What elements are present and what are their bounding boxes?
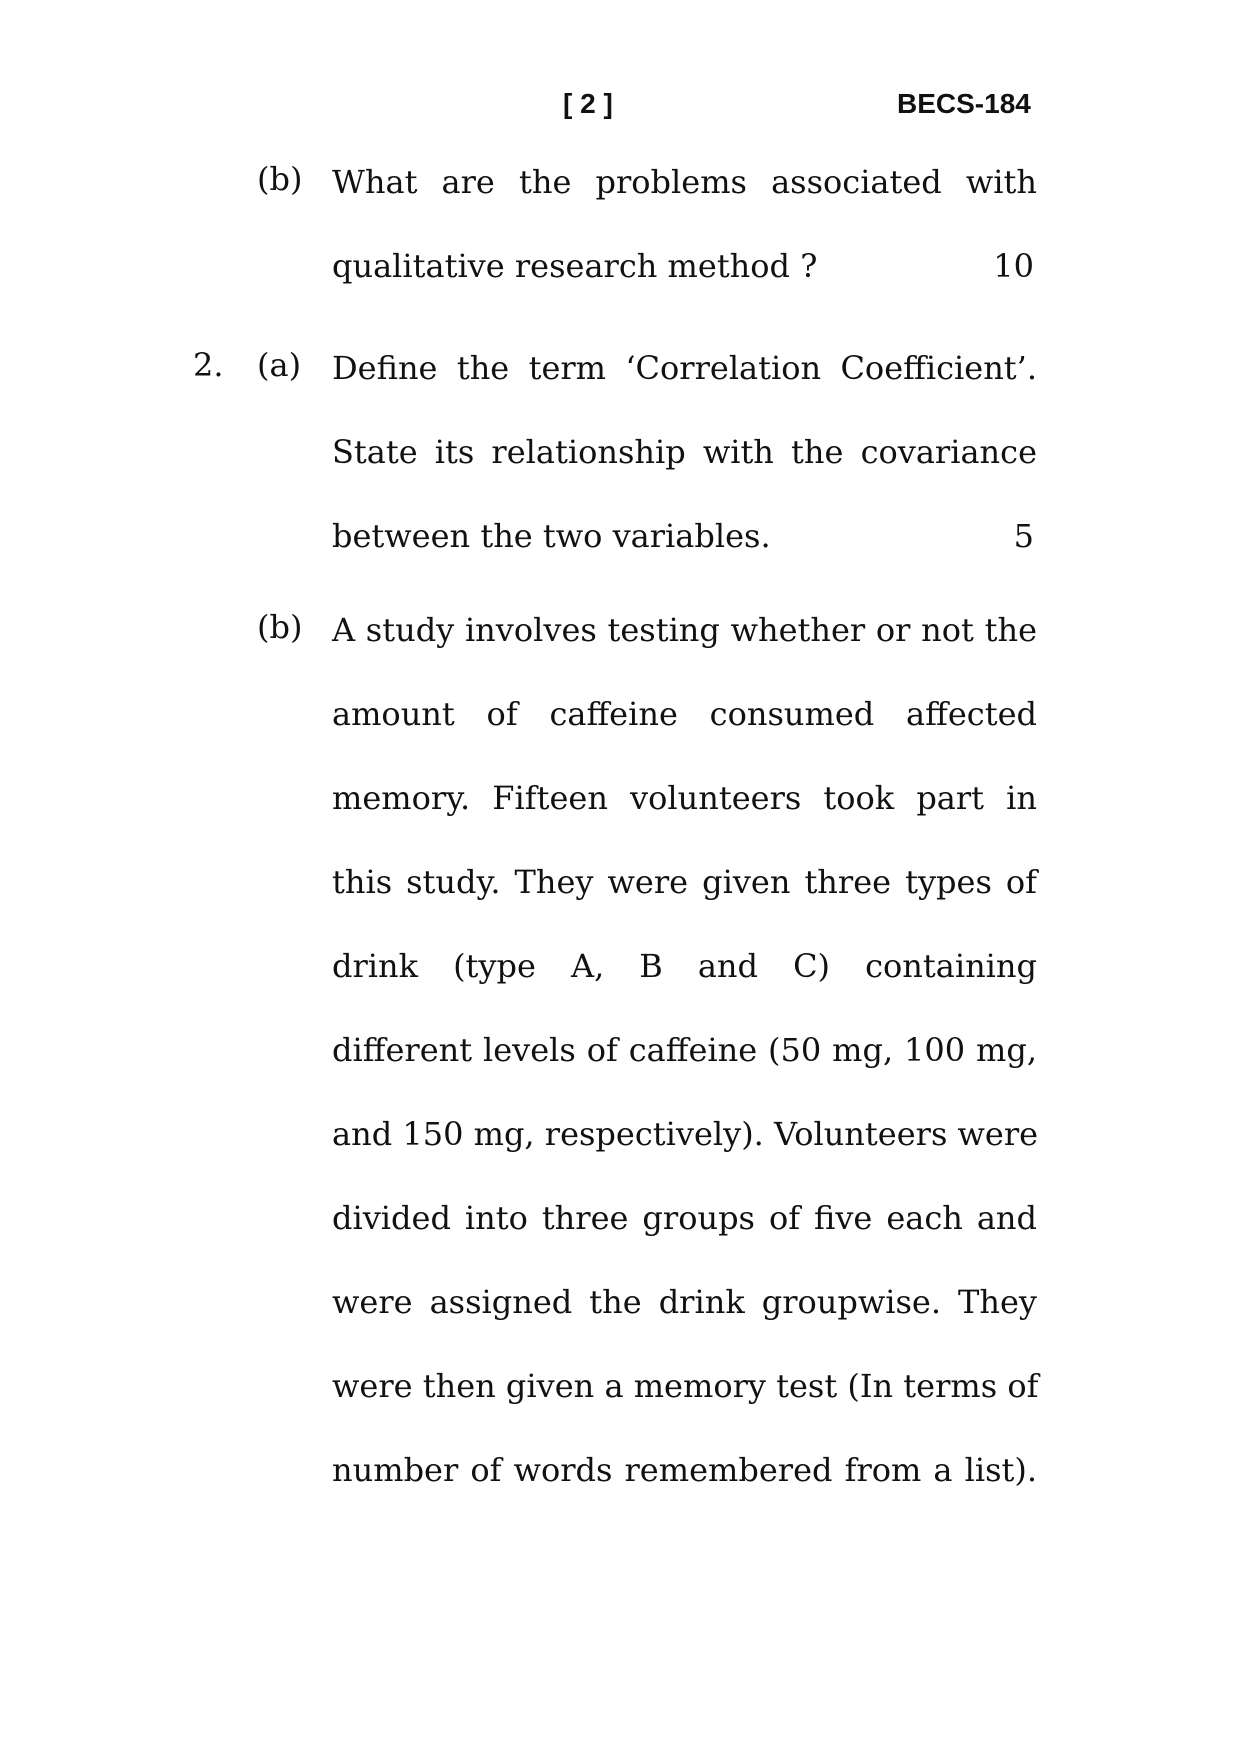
question-line: different levels of caffeine (50 mg, 100 mg,: [332, 1031, 1037, 1069]
question-line: were then given a memory test (In terms of: [332, 1367, 1039, 1405]
question-line: State its relationship with the covariance: [332, 433, 1037, 471]
marks: 5: [1013, 517, 1034, 555]
question-line: memory. Fifteen volunteers took part in: [332, 779, 1037, 817]
question-line: this study. They were given three types of: [332, 863, 1037, 901]
question-line: and 150 mg, respectively). Volunteers were: [332, 1115, 1039, 1153]
question-line: amount of caffeine consumed affected: [332, 695, 1037, 733]
question-line: qualitative research method ?: [332, 247, 818, 285]
question-line: Define the term ‘Correlation Coefficient’.: [332, 349, 1037, 387]
question-line: number of words remembered from a list).: [332, 1451, 1037, 1489]
question-line: divided into three groups of five each and: [332, 1199, 1037, 1237]
question-line: drink (type A, B and C) containing: [332, 947, 1037, 985]
sub-question-label: (b): [257, 160, 303, 198]
sub-question-label: (a): [257, 346, 302, 384]
question-line: A study involves testing whether or not the: [332, 611, 1037, 649]
question-line: What are the problems associated with: [332, 163, 1037, 201]
sub-question-label: (b): [257, 608, 303, 646]
marks: 10: [993, 247, 1034, 285]
page-number: [ 2 ]: [563, 88, 613, 119]
question-number: 2.: [193, 346, 224, 384]
course-code: BECS-184: [897, 88, 1031, 119]
page-header: [0, 88, 1241, 128]
question-line: were assigned the drink groupwise. They: [332, 1283, 1037, 1321]
question-line: between the two variables.: [332, 517, 771, 555]
